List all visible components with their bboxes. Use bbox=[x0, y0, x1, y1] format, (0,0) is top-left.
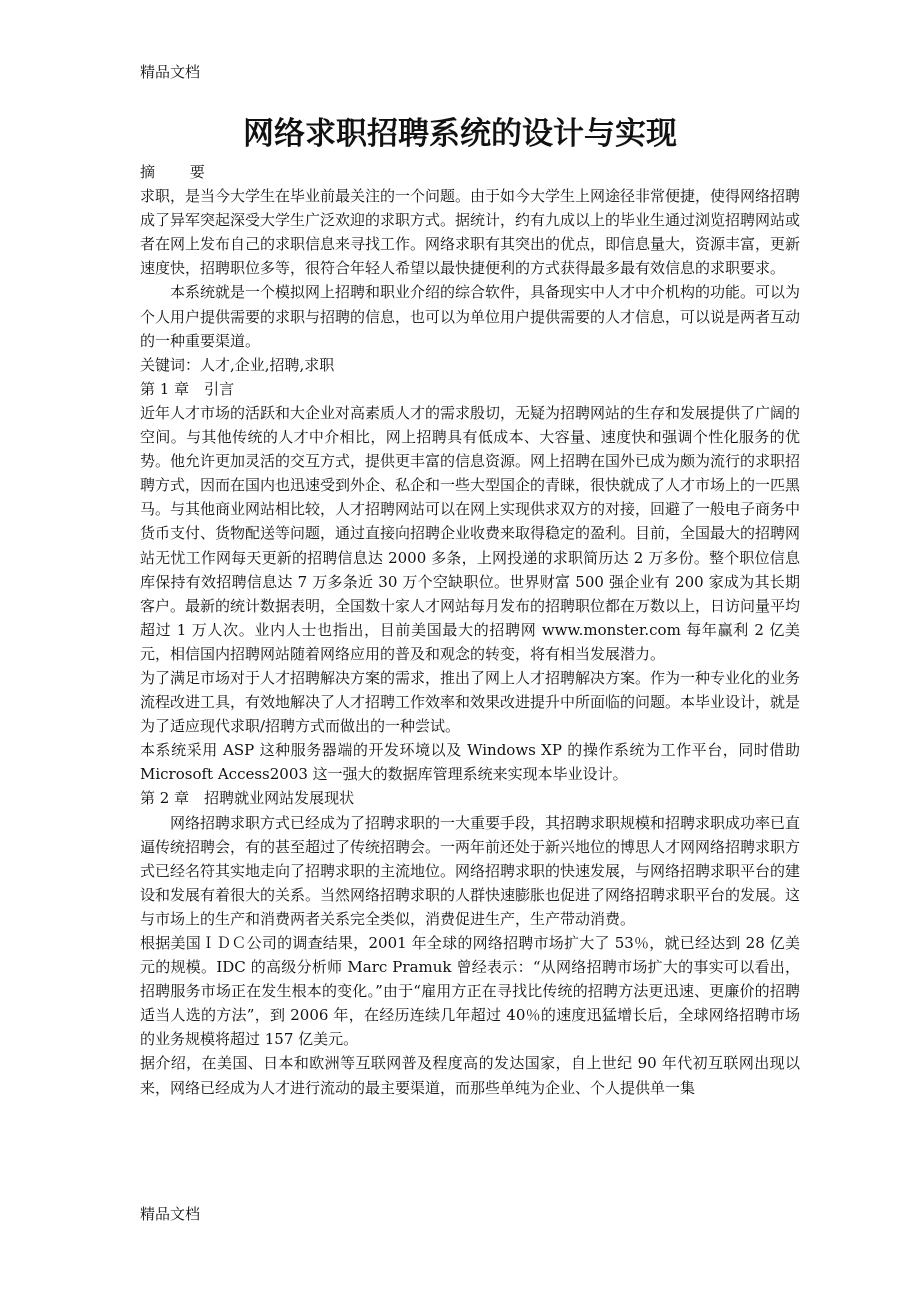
chapter-2-paragraph-3: 据介绍，在美国、日本和欧洲等互联网普及程度高的发达国家，自上世纪 90 年代初互联网出现以来，网络已经成为人才进行流动的最主要渠道，而那些单纯为企业、个人提供单一集 bbox=[140, 1054, 800, 1097]
document-title: 网络求职招聘系统的设计与实现 bbox=[243, 116, 677, 152]
chapter-1-paragraph-3: 本系统采用 ASP 这种服务器端的开发环境以及 Windows XP 的操作系统为工作平台，同时借助 Microsoft Access2003 这一强大的数据库管理系统来实现本毕业设计。 bbox=[140, 741, 800, 784]
chapter-1-paragraph-1: 近年人才市场的活跃和大企业对高素质人才的需求殷切，无疑为招聘网站的生存和发展提供了广阔的空间。与其他传统的人才中介相比，网上招聘具有低成本、大容量、速度快和强调个性化服务的优势。他允许更加灵活的交互方式，提供更丰富的信息资源。网上招聘在国外已成为颇为流行的求职招聘方式，因而在国内也迅速受到外企、私企和一些大型国企的青睐，很快就成了人才市场上的一匹黑马。与其他商业网站相比较，人才招聘网站可以在网上实现供求双方的对接，回避了一般电子商务中货币支付、货物配送等问题，通过直接向招聘企业收费来取得稳定的盈利。目前，全国最大的招聘网站无忧工作网每天更新的招聘信息达 2000 多条，上网投递的求职简历达 2 万多份。整个职位信息库保持有效招聘信息达 7 万多条近 30 万个空缺职位。世界财富 500 强企业有 200 家成为其长期客户。最新的统计数据表明，全国数十家人才网站每月发布的招聘职位都在万数以上，日访问量平均超过 1 万人次。业内人士也指出，目前美国最大的招聘网 www.monster.com 每年赢利 2 亿美元，相信国内招聘网站随着网络应用的普及和观念的转变，将有相当发展潜力。 bbox=[140, 403, 801, 663]
chapter-2-heading: 第 2 章 招聘就业网站发展现状 bbox=[140, 789, 355, 808]
document-body bbox=[140, 160, 800, 1100]
chapter-2-paragraph-1: 网络招聘求职方式已经成为了招聘求职的一大重要手段，其招聘求职规模和招聘求职成功率已直逼传统招聘会，有的甚至超过了传统招聘会。一两年前还处于新兴地位的博思人才网网络招聘求职方式已经名符其实地走向了招聘求职的主流地位。网络招聘求职的快速发展，与网络招聘求职平台的建设和发展有着很大的关系。当然网络招聘求职的人群快速膨胀也促进了网络招聘求职平台的发展。这与市场上的生产和消费两者关系完全类似，消费促进生产，生产带动消费。 bbox=[140, 813, 801, 928]
chapter-1-heading: 第 1 章 引言 bbox=[140, 379, 235, 398]
keywords: 关键词：人才,企业,招聘,求职 bbox=[140, 355, 335, 374]
chapter-1-paragraph-2: 为了满足市场对于人才招聘解决方案的需求，推出了网上人才招聘解决方案。作为一种专业化的业务流程改进工具，有效地解决了人才招聘工作效率和效果改进提升中所面临的问题。本毕业设计，就是为了适应现代求职/招聘方式而做出的一种尝试。 bbox=[140, 668, 801, 736]
chapter-2-paragraph-2: 根据美国ＩＤＣ公司的调查结果，2001 年全球的网络招聘市场扩大了 53％，就已经达到 28 亿美元的规模。IDC 的高级分析师 Marc Pramuk 曾经表示：“从网络招聘市场扩大的事实可以看出，招聘服务市场正在发生根本的变化。”由于“雇用方正在寻找比传统的招聘方法更迅速、更廉价的招聘适当人选的方法”，到 2006 年，在经历连续几年超过 40％的速度迅猛增长后，全球网络招聘市场的业务规模将超过 157 亿美元。 bbox=[140, 934, 800, 1049]
page-footer: 精品文档 bbox=[140, 1205, 201, 1223]
abstract-paragraph-2: 本系统就是一个模拟网上招聘和职业介绍的综合软件，具备现实中人才中介机构的功能。可以为个人用户提供需要的求职与招聘的信息，也可以为单位用户提供需要的人才信息，可以说是两者互动的一种重要渠道。 bbox=[140, 283, 801, 350]
page-header: 精品文档 bbox=[140, 63, 201, 81]
abstract-paragraph-1: 求职，是当今大学生在毕业前最关注的一个问题。由于如今大学生上网途径非常便捷，使得网络招聘成了异军突起深受大学生广泛欢迎的求职方式。据统计，约有九成以上的毕业生通过浏览招聘网站或者在网上发布自己的求职信息来寻找工作。网络求职有其突出的优点，即信息量大，资源丰富，更新速度快，招聘职位多等，很符合年轻人希望以最快捷便利的方式获得最多最有效信息的求职要求。 bbox=[140, 187, 801, 278]
abstract-label: 摘 要 bbox=[140, 163, 220, 181]
